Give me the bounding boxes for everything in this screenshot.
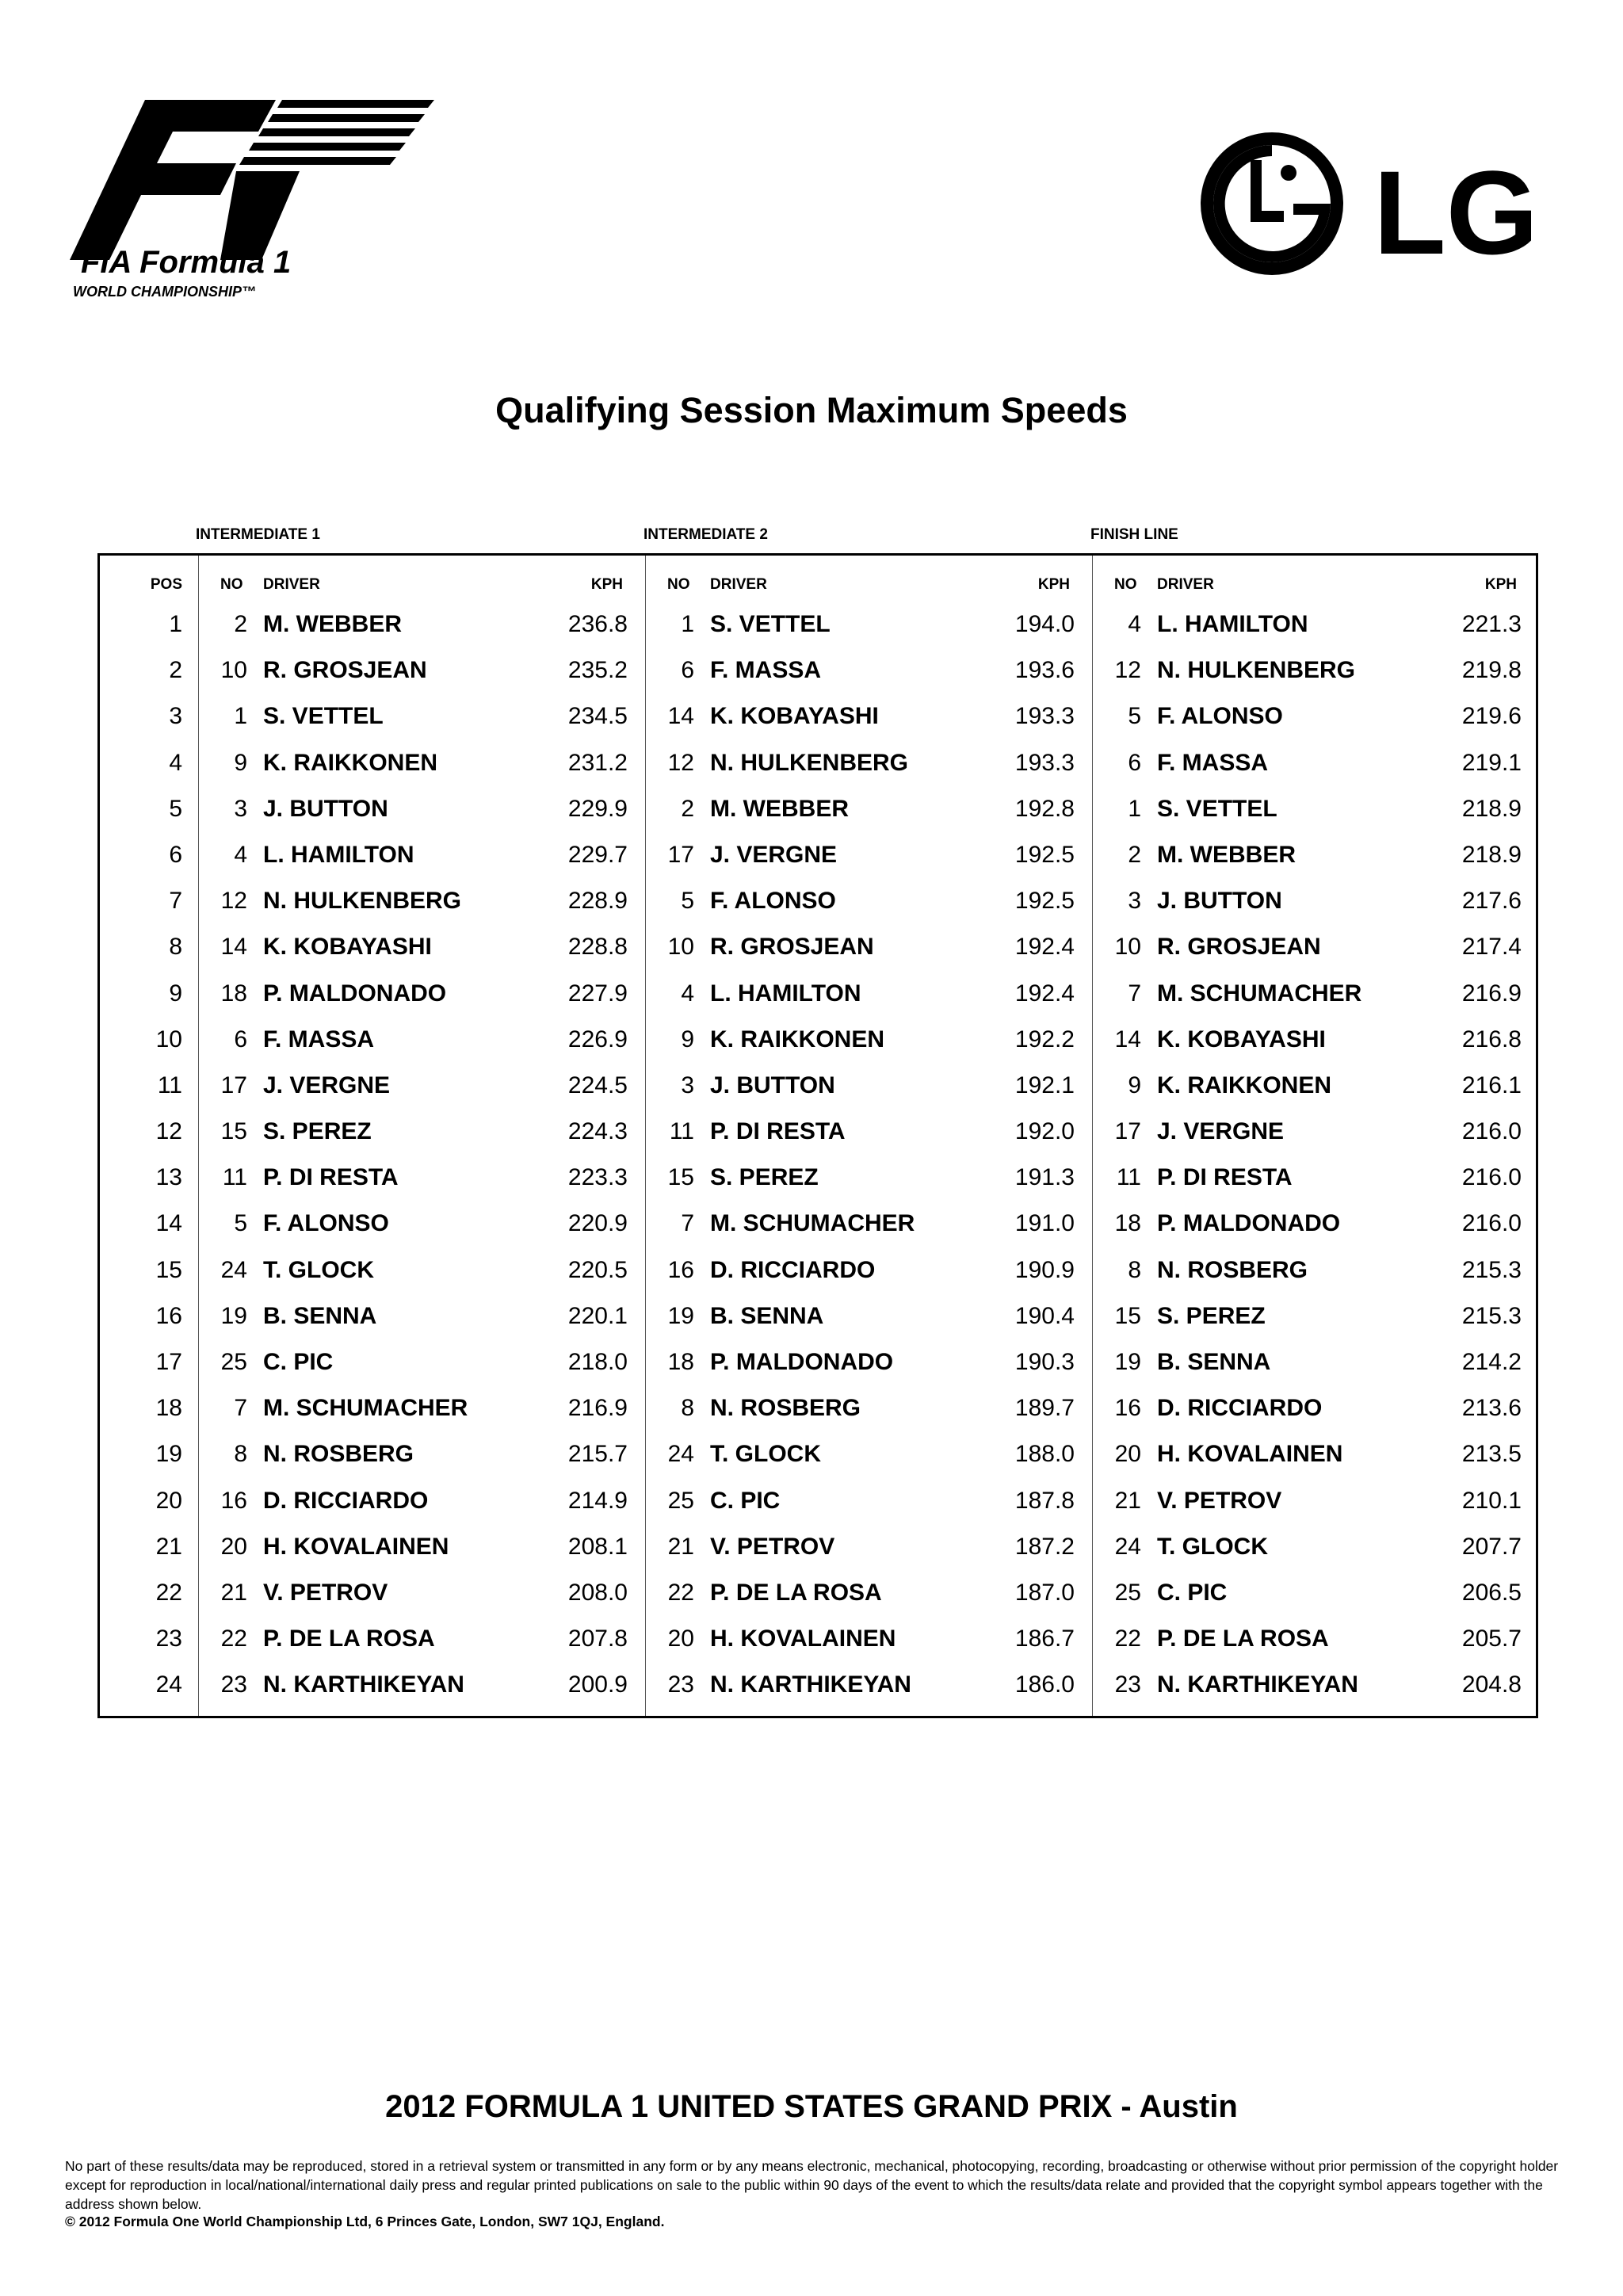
speed-kph-cell: 216.8 — [1461, 1026, 1522, 1052]
copyright-notice: © 2012 Formula One World Championship Ltd, 6 Princes Gate, London, SW7 1QJ, England. — [65, 2214, 665, 2229]
event-title: 2012 FORMULA 1 UNITED STATES GRAND PRIX - Austin — [385, 2089, 1238, 2124]
car-number-cell: 2 — [1128, 841, 1141, 868]
driver-name-cell: P. MALDONADO — [1157, 1210, 1341, 1237]
driver-name-cell: S. PEREZ — [263, 1118, 372, 1145]
speed-kph-cell: 226.9 — [567, 1026, 628, 1052]
position-cell: 4 — [169, 749, 182, 776]
driver-name-cell: B. SENNA — [710, 1302, 824, 1329]
header-no: NO — [1114, 576, 1137, 593]
driver-name-cell: C. PIC — [1157, 1579, 1228, 1606]
driver-name-cell: P. DE LA ROSA — [263, 1626, 435, 1652]
position-cell: 11 — [157, 1072, 182, 1098]
speed-kph-cell: 219.1 — [1461, 749, 1522, 776]
table-row — [100, 1109, 1536, 1155]
car-number-cell: 12 — [220, 888, 247, 915]
driver-name-cell: F. ALONSO — [1157, 703, 1283, 730]
table-row — [100, 1339, 1536, 1385]
table-row — [100, 648, 1536, 693]
car-number-cell: 2 — [681, 795, 694, 822]
speed-results-table — [97, 553, 1538, 1718]
car-number-cell: 3 — [1128, 888, 1141, 915]
header-no: NO — [667, 576, 690, 593]
car-number-cell: 11 — [1116, 1164, 1141, 1191]
table-row — [100, 1017, 1536, 1063]
driver-name-cell: P. DE LA ROSA — [710, 1579, 882, 1606]
speed-kph-cell: 193.3 — [1014, 749, 1075, 776]
speed-kph-cell: 218.9 — [1461, 795, 1522, 822]
table-row — [100, 1201, 1536, 1247]
driver-name-cell: F. MASSA — [710, 657, 822, 684]
car-number-cell: 6 — [681, 657, 694, 684]
car-number-cell: 15 — [1114, 1302, 1141, 1329]
lg-logo — [1195, 127, 1553, 281]
speed-kph-cell: 200.9 — [567, 1671, 628, 1698]
speed-kph-cell: 192.4 — [1014, 980, 1075, 1007]
header-no: NO — [220, 576, 243, 593]
speed-kph-cell: 190.9 — [1014, 1256, 1075, 1283]
car-number-cell: 19 — [667, 1302, 694, 1329]
position-cell: 21 — [155, 1533, 182, 1560]
car-number-cell: 18 — [220, 980, 247, 1007]
driver-name-cell: F. ALONSO — [710, 888, 836, 915]
table-row — [100, 971, 1536, 1017]
car-number-cell: 16 — [667, 1256, 694, 1283]
driver-name-cell: N. ROSBERG — [263, 1441, 414, 1468]
driver-name-cell: N. KARTHIKEYAN — [263, 1671, 464, 1698]
car-number-cell: 8 — [681, 1395, 694, 1422]
lg-logo-text: LG — [1373, 146, 1539, 279]
car-number-cell: 11 — [222, 1164, 247, 1191]
driver-name-cell: R. GROSJEAN — [710, 934, 874, 961]
driver-name-cell: R. GROSJEAN — [1157, 934, 1321, 961]
driver-name-cell: C. PIC — [263, 1349, 334, 1375]
table-row — [100, 786, 1536, 832]
driver-name-cell: D. RICCIARDO — [263, 1487, 429, 1514]
car-number-cell: 4 — [681, 980, 694, 1007]
position-cell: 3 — [169, 703, 182, 730]
driver-name-cell: J. VERGNE — [263, 1072, 391, 1098]
driver-name-cell: M. SCHUMACHER — [1157, 980, 1362, 1007]
driver-name-cell: K. RAIKKONEN — [263, 749, 438, 776]
speed-kph-cell: 218.0 — [567, 1349, 628, 1375]
speed-kph-cell: 187.8 — [1014, 1487, 1075, 1514]
speed-kph-cell: 192.8 — [1014, 795, 1075, 822]
speed-kph-cell: 215.7 — [567, 1441, 628, 1468]
driver-name-cell: K. KOBAYASHI — [710, 703, 879, 730]
lg-logo-graphic — [1195, 127, 1553, 281]
driver-name-cell: K. RAIKKONEN — [1157, 1072, 1332, 1098]
speed-kph-cell: 214.9 — [567, 1487, 628, 1514]
speed-kph-cell: 217.4 — [1461, 934, 1522, 961]
header-kph: KPH — [1037, 576, 1070, 593]
speed-kph-cell: 229.7 — [567, 841, 628, 868]
car-number-cell: 1 — [681, 611, 694, 637]
speed-kph-cell: 187.0 — [1014, 1579, 1075, 1606]
car-number-cell: 12 — [667, 749, 694, 776]
speed-kph-cell: 207.7 — [1461, 1533, 1522, 1560]
car-number-cell: 5 — [1128, 703, 1141, 730]
car-number-cell: 20 — [667, 1626, 694, 1652]
driver-name-cell: N. HULKENBERG — [1157, 657, 1356, 684]
speed-kph-cell: 224.5 — [567, 1072, 628, 1098]
driver-name-cell: N. KARTHIKEYAN — [1157, 1671, 1358, 1698]
speed-kph-cell: 224.3 — [567, 1118, 628, 1145]
position-cell: 20 — [155, 1487, 182, 1514]
position-cell: 17 — [155, 1349, 182, 1375]
header-driver: DRIVER — [1157, 576, 1214, 593]
speed-kph-cell: 228.9 — [567, 888, 628, 915]
car-number-cell: 22 — [220, 1626, 247, 1652]
car-number-cell: 16 — [220, 1487, 247, 1514]
car-number-cell: 17 — [220, 1072, 247, 1098]
car-number-cell: 24 — [667, 1441, 694, 1468]
speed-kph-cell: 234.5 — [567, 703, 628, 730]
driver-name-cell: M. WEBBER — [263, 611, 402, 637]
car-number-cell: 6 — [1128, 749, 1141, 776]
speed-kph-cell: 192.5 — [1014, 841, 1075, 868]
driver-name-cell: P. MALDONADO — [263, 980, 447, 1007]
table-row — [100, 1524, 1536, 1570]
table-row — [100, 693, 1536, 739]
position-cell: 23 — [155, 1626, 182, 1652]
speed-kph-cell: 192.1 — [1014, 1072, 1075, 1098]
car-number-cell: 21 — [220, 1579, 247, 1606]
car-number-cell: 10 — [220, 657, 247, 684]
driver-name-cell: J. VERGNE — [710, 841, 838, 868]
driver-name-cell: F. ALONSO — [263, 1210, 389, 1237]
driver-name-cell: M. WEBBER — [1157, 841, 1296, 868]
car-number-cell: 9 — [1128, 1072, 1141, 1098]
driver-name-cell: V. PETROV — [1157, 1487, 1282, 1514]
speed-kph-cell: 213.6 — [1461, 1395, 1522, 1422]
car-number-cell: 8 — [1128, 1256, 1141, 1283]
driver-name-cell: K. KOBAYASHI — [1157, 1026, 1326, 1052]
speed-kph-cell: 205.7 — [1461, 1626, 1522, 1652]
speed-kph-cell: 219.8 — [1461, 657, 1522, 684]
car-number-cell: 7 — [681, 1210, 694, 1237]
car-number-cell: 14 — [220, 934, 247, 961]
driver-name-cell: L. HAMILTON — [1157, 611, 1308, 637]
position-cell: 22 — [155, 1579, 182, 1606]
position-cell: 19 — [155, 1441, 182, 1468]
driver-name-cell: P. DI RESTA — [710, 1118, 846, 1145]
f1-logo-graphic — [70, 94, 442, 308]
car-number-cell: 7 — [234, 1395, 247, 1422]
table-row — [100, 1570, 1536, 1616]
speed-kph-cell: 206.5 — [1461, 1579, 1522, 1606]
car-number-cell: 5 — [234, 1210, 247, 1237]
speed-kph-cell: 204.8 — [1461, 1671, 1522, 1698]
speed-kph-cell: 190.3 — [1014, 1349, 1075, 1375]
position-cell: 14 — [155, 1210, 182, 1237]
car-number-cell: 18 — [667, 1349, 694, 1375]
speed-kph-cell: 227.9 — [567, 980, 628, 1007]
driver-name-cell: N. ROSBERG — [1157, 1256, 1308, 1283]
f1-logo-subtext: WORLD CHAMPIONSHIP™ — [73, 284, 256, 300]
header-pos: POS — [150, 576, 182, 593]
table-row — [100, 1063, 1536, 1109]
speed-kph-cell: 215.3 — [1461, 1256, 1522, 1283]
car-number-cell: 7 — [1128, 980, 1141, 1007]
car-number-cell: 1 — [234, 703, 247, 730]
driver-name-cell: L. HAMILTON — [710, 980, 861, 1007]
speed-kph-cell: 220.9 — [567, 1210, 628, 1237]
car-number-cell: 16 — [1114, 1395, 1141, 1422]
header-driver: DRIVER — [710, 576, 767, 593]
driver-name-cell: J. BUTTON — [1157, 888, 1282, 915]
table-body — [100, 602, 1536, 1709]
driver-name-cell: S. VETTEL — [1157, 795, 1277, 822]
car-number-cell: 6 — [234, 1026, 247, 1052]
driver-name-cell: N. HULKENBERG — [710, 749, 909, 776]
position-cell: 2 — [169, 657, 182, 684]
position-cell: 24 — [155, 1671, 182, 1698]
speed-kph-cell: 231.2 — [567, 749, 628, 776]
speed-kph-cell: 236.8 — [567, 611, 628, 637]
position-cell: 15 — [155, 1256, 182, 1283]
car-number-cell: 20 — [220, 1533, 247, 1560]
car-number-cell: 1 — [1128, 795, 1141, 822]
driver-name-cell: J. BUTTON — [263, 795, 388, 822]
driver-name-cell: M. WEBBER — [710, 795, 849, 822]
table-row — [100, 1616, 1536, 1662]
driver-name-cell: P. MALDONADO — [710, 1349, 894, 1375]
header-driver: DRIVER — [263, 576, 320, 593]
car-number-cell: 9 — [234, 749, 247, 776]
driver-name-cell: H. KOVALAINEN — [263, 1533, 449, 1560]
driver-name-cell: P. DI RESTA — [263, 1164, 399, 1191]
car-number-cell: 20 — [1114, 1441, 1141, 1468]
driver-name-cell: B. SENNA — [263, 1302, 377, 1329]
speed-kph-cell: 229.9 — [567, 795, 628, 822]
table-row — [100, 1155, 1536, 1201]
car-number-cell: 25 — [667, 1487, 694, 1514]
car-number-cell: 11 — [669, 1118, 694, 1145]
section-label-intermediate-2: INTERMEDIATE 2 — [643, 526, 768, 543]
position-cell: 6 — [169, 841, 182, 868]
page-title: Qualifying Session Maximum Speeds — [495, 390, 1128, 430]
car-number-cell: 9 — [681, 1026, 694, 1052]
driver-name-cell: V. PETROV — [710, 1533, 835, 1560]
driver-name-cell: T. GLOCK — [710, 1441, 821, 1468]
car-number-cell: 3 — [234, 795, 247, 822]
speed-kph-cell: 208.1 — [567, 1533, 628, 1560]
speed-kph-cell: 216.0 — [1461, 1118, 1522, 1145]
driver-name-cell: V. PETROV — [263, 1579, 388, 1606]
car-number-cell: 2 — [234, 611, 247, 637]
driver-name-cell: J. VERGNE — [1157, 1118, 1285, 1145]
speed-kph-cell: 192.4 — [1014, 934, 1075, 961]
car-number-cell: 19 — [220, 1302, 247, 1329]
speed-kph-cell: 215.3 — [1461, 1302, 1522, 1329]
speed-kph-cell: 216.9 — [567, 1395, 628, 1422]
car-number-cell: 4 — [1128, 611, 1141, 637]
driver-name-cell: K. RAIKKONEN — [710, 1026, 885, 1052]
speed-kph-cell: 218.9 — [1461, 841, 1522, 868]
speed-kph-cell: 217.6 — [1461, 888, 1522, 915]
speed-kph-cell: 216.0 — [1461, 1210, 1522, 1237]
speed-kph-cell: 186.7 — [1014, 1626, 1075, 1652]
driver-name-cell: M. SCHUMACHER — [263, 1395, 468, 1422]
position-cell: 5 — [169, 795, 182, 822]
position-cell: 9 — [169, 980, 182, 1007]
speed-kph-cell: 216.1 — [1461, 1072, 1522, 1098]
driver-name-cell: S. VETTEL — [710, 611, 831, 637]
speed-kph-cell: 187.2 — [1014, 1533, 1075, 1560]
car-number-cell: 10 — [1114, 934, 1141, 961]
fia-formula1-logo — [70, 94, 442, 308]
speed-kph-cell: 191.3 — [1014, 1164, 1075, 1191]
speed-kph-cell: 228.8 — [567, 934, 628, 961]
header-kph: KPH — [590, 576, 623, 593]
driver-name-cell: H. KOVALAINEN — [710, 1626, 896, 1652]
car-number-cell: 23 — [667, 1671, 694, 1698]
speed-kph-cell: 216.9 — [1461, 980, 1522, 1007]
driver-name-cell: T. GLOCK — [263, 1256, 374, 1283]
car-number-cell: 12 — [1114, 657, 1141, 684]
driver-name-cell: N. KARTHIKEYAN — [710, 1671, 911, 1698]
speed-kph-cell: 188.0 — [1014, 1441, 1075, 1468]
driver-name-cell: M. SCHUMACHER — [710, 1210, 915, 1237]
car-number-cell: 18 — [1114, 1210, 1141, 1237]
section-label-intermediate-1: INTERMEDIATE 1 — [196, 526, 320, 543]
driver-name-cell: F. MASSA — [263, 1026, 375, 1052]
f1-logo-text: FIA Formula 1 — [81, 245, 292, 280]
car-number-cell: 17 — [1114, 1118, 1141, 1145]
position-cell: 18 — [155, 1395, 182, 1422]
speed-kph-cell: 208.0 — [567, 1579, 628, 1606]
speed-kph-cell: 192.0 — [1014, 1118, 1075, 1145]
car-number-cell: 21 — [1114, 1487, 1141, 1514]
driver-name-cell: S. PEREZ — [1157, 1302, 1266, 1329]
position-cell: 1 — [169, 611, 182, 637]
car-number-cell: 23 — [1114, 1671, 1141, 1698]
driver-name-cell: S. PEREZ — [710, 1164, 819, 1191]
driver-name-cell: H. KOVALAINEN — [1157, 1441, 1343, 1468]
car-number-cell: 15 — [220, 1118, 247, 1145]
speed-kph-cell: 193.3 — [1014, 703, 1075, 730]
driver-name-cell: N. ROSBERG — [710, 1395, 861, 1422]
table-row — [100, 1662, 1536, 1708]
car-number-cell: 25 — [220, 1349, 247, 1375]
car-number-cell: 25 — [1114, 1579, 1141, 1606]
speed-kph-cell: 216.0 — [1461, 1164, 1522, 1191]
position-cell: 16 — [155, 1302, 182, 1329]
speed-kph-cell: 207.8 — [567, 1626, 628, 1652]
position-cell: 12 — [155, 1118, 182, 1145]
speed-kph-cell: 191.0 — [1014, 1210, 1075, 1237]
position-cell: 10 — [155, 1026, 182, 1052]
table-row — [100, 832, 1536, 878]
table-row — [100, 740, 1536, 786]
speed-kph-cell: 213.5 — [1461, 1441, 1522, 1468]
table-row — [100, 878, 1536, 924]
driver-name-cell: J. BUTTON — [710, 1072, 835, 1098]
table-row — [100, 1293, 1536, 1339]
speed-kph-cell: 192.5 — [1014, 888, 1075, 915]
driver-name-cell: L. HAMILTON — [263, 841, 414, 868]
speed-kph-cell: 193.6 — [1014, 657, 1075, 684]
driver-name-cell: F. MASSA — [1157, 749, 1269, 776]
speed-kph-cell: 194.0 — [1014, 611, 1075, 637]
driver-name-cell: S. VETTEL — [263, 703, 384, 730]
speed-kph-cell: 186.0 — [1014, 1671, 1075, 1698]
speed-kph-cell: 223.3 — [567, 1164, 628, 1191]
car-number-cell: 3 — [681, 1072, 694, 1098]
speed-kph-cell: 214.2 — [1461, 1349, 1522, 1375]
speed-kph-cell: 220.1 — [567, 1302, 628, 1329]
position-cell: 13 — [155, 1164, 182, 1191]
car-number-cell: 24 — [1114, 1533, 1141, 1560]
speed-kph-cell: 220.5 — [567, 1256, 628, 1283]
car-number-cell: 21 — [667, 1533, 694, 1560]
driver-name-cell: T. GLOCK — [1157, 1533, 1268, 1560]
position-cell: 7 — [169, 888, 182, 915]
table-row — [100, 1385, 1536, 1431]
car-number-cell: 22 — [667, 1579, 694, 1606]
car-number-cell: 14 — [1114, 1026, 1141, 1052]
car-number-cell: 23 — [220, 1671, 247, 1698]
driver-name-cell: N. HULKENBERG — [263, 888, 462, 915]
position-cell: 8 — [169, 934, 182, 961]
speed-kph-cell: 219.6 — [1461, 703, 1522, 730]
driver-name-cell: B. SENNA — [1157, 1349, 1271, 1375]
car-number-cell: 24 — [220, 1256, 247, 1283]
speed-kph-cell: 190.4 — [1014, 1302, 1075, 1329]
speed-kph-cell: 210.1 — [1461, 1487, 1522, 1514]
car-number-cell: 22 — [1114, 1626, 1141, 1652]
car-number-cell: 5 — [681, 888, 694, 915]
car-number-cell: 14 — [667, 703, 694, 730]
section-label-finish-line: FINISH LINE — [1090, 526, 1178, 543]
speed-kph-cell: 192.2 — [1014, 1026, 1075, 1052]
driver-name-cell: D. RICCIARDO — [1157, 1395, 1323, 1422]
driver-name-cell: P. DE LA ROSA — [1157, 1626, 1329, 1652]
driver-name-cell: C. PIC — [710, 1487, 781, 1514]
speed-kph-cell: 235.2 — [567, 657, 628, 684]
header-kph: KPH — [1484, 576, 1517, 593]
driver-name-cell: D. RICCIARDO — [710, 1256, 876, 1283]
car-number-cell: 15 — [667, 1164, 694, 1191]
speed-kph-cell: 189.7 — [1014, 1395, 1075, 1422]
speed-kph-cell: 221.3 — [1461, 611, 1522, 637]
driver-name-cell: R. GROSJEAN — [263, 657, 427, 684]
table-row — [100, 1478, 1536, 1524]
table-row — [100, 1431, 1536, 1477]
car-number-cell: 8 — [234, 1441, 247, 1468]
car-number-cell: 19 — [1114, 1349, 1141, 1375]
copyright-disclaimer: No part of these results/data may be reproduced, stored in a retrieval system or transmitted in any form or by any means electronic, mechanical, photocopying, recording, broadcasting or otherwise without prior permission of the copyright holder except for reproduction in local/national/international daily press and regular printed publications on sale to the public within 90 days of the event to which the results/data relate and provided that the copyright symbol appears together with the address shown below. — [65, 2158, 1559, 2212]
driver-name-cell: P. DI RESTA — [1157, 1164, 1293, 1191]
car-number-cell: 4 — [234, 841, 247, 868]
table-row — [100, 924, 1536, 970]
table-row — [100, 602, 1536, 648]
driver-name-cell: K. KOBAYASHI — [263, 934, 432, 961]
table-row — [100, 1247, 1536, 1293]
car-number-cell: 10 — [667, 934, 694, 961]
car-number-cell: 17 — [667, 841, 694, 868]
